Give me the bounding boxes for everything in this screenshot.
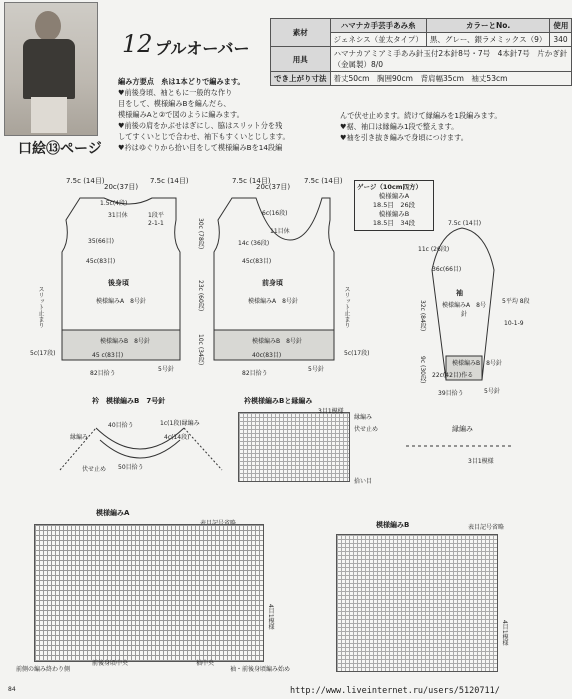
chart-a-bottom: 前側の編み終わり側 bbox=[16, 666, 71, 673]
spec-cell: 340 bbox=[550, 33, 572, 47]
chart-b-note: 表目記号省略 bbox=[468, 524, 505, 531]
sleeve-label: 11c (26段) bbox=[418, 246, 450, 253]
instruction-line: ♥前後身頃、袖ともに一般的な作り bbox=[118, 88, 233, 97]
spec-cell: カラーとNo. bbox=[426, 19, 550, 33]
back-dim: 23c (60段) bbox=[197, 280, 204, 312]
back-bottom: 45 c(83目) bbox=[92, 352, 124, 359]
sleeve-label: 10-1-9 bbox=[504, 320, 524, 327]
back-label: 1.5c(4段) bbox=[100, 200, 128, 207]
pattern-title: プルオーバー bbox=[155, 39, 250, 58]
front-label: 6c(16段) bbox=[262, 210, 288, 217]
chart-b-grid bbox=[336, 534, 498, 672]
back-label: 2-1-1 bbox=[148, 220, 164, 227]
chart-a-bottom: 前後身頃中央 bbox=[92, 660, 129, 667]
collar-label: 4c(14段) bbox=[164, 434, 190, 441]
back-label: 7.5c (14目) bbox=[66, 177, 105, 185]
front-label: 7.5c (14目) bbox=[232, 177, 271, 185]
back-label: 31目休 bbox=[108, 212, 128, 219]
chart-a-bottom: 袖・前後身頃編み始め bbox=[230, 666, 291, 673]
front-pattern: 模様編みA 8号針 bbox=[248, 298, 298, 305]
spec-cell: ハマナカ手芸手あみ糸 bbox=[330, 19, 426, 33]
source-url: http://www.liveinternet.ru/users/5120711/ bbox=[290, 686, 500, 696]
instruction-line: ♥裾、袖口は縁編み1段で整えます。 bbox=[340, 122, 459, 131]
front-label: 11目休 bbox=[270, 228, 290, 235]
gauge-line: 模様編みB bbox=[378, 210, 410, 218]
instruction-line: ♥前後の肩をかぶせはぎにし、脇はスリット分を残 bbox=[118, 121, 283, 130]
instruction-line: んで伏せ止めます。続けて縁編みを1段編みます。 bbox=[340, 111, 502, 120]
sleeve-label: 36c(66目) bbox=[432, 266, 462, 273]
chart-a-grid bbox=[34, 524, 264, 662]
chart-a-bottom: 袖中央 bbox=[196, 660, 215, 667]
edge-label: 3目1模様 bbox=[468, 458, 494, 465]
chart-b-repeat: 4目1模様 bbox=[501, 620, 508, 646]
collar-label: 伏せ止め bbox=[82, 466, 107, 473]
back-label: 45c(83目) bbox=[86, 258, 116, 265]
collar-title: 衿 模様編みB 7号針 bbox=[92, 397, 166, 405]
front-bottom: 40c(83目) bbox=[252, 352, 282, 359]
collar-label: 50目拾う bbox=[118, 464, 144, 471]
spec-cell: 黒、グレー、銀ラメミックス（9） bbox=[426, 33, 550, 47]
chart-b-small-title: 衿模様編みBと縁編み bbox=[244, 397, 313, 405]
spec-cell: でき上がり寸法 bbox=[271, 72, 331, 86]
edge-title: 縁編み bbox=[452, 425, 473, 433]
sleeve-band-label: 模様編みB 8号針 bbox=[452, 360, 502, 367]
chart-b-small-grid bbox=[238, 412, 350, 482]
spec-cell: 用具 bbox=[271, 47, 331, 72]
pattern-number: 12 bbox=[122, 30, 153, 58]
front-needle: 5号針 bbox=[308, 366, 324, 373]
back-name: 後身頃 bbox=[108, 279, 129, 287]
instruction-line: してすくいとじで合わせ、袖下もすくいとじします。 bbox=[118, 132, 290, 141]
back-band-label: 模様編みB 8号針 bbox=[100, 338, 150, 345]
sleeve-pick: 39目拾う bbox=[438, 390, 464, 397]
back-label: 7.5c (14目) bbox=[150, 177, 189, 185]
gauge-line: 18.5目 34段 bbox=[372, 219, 416, 227]
instruction-line: ♥衿はゆぐりから拾い目をして模様編みBを14段編 bbox=[118, 143, 283, 152]
chart-b-small-label: 縁編み bbox=[354, 414, 373, 421]
gauge-line: 模様編みA bbox=[378, 192, 410, 200]
chart-a-repeat: 4目1模様 bbox=[267, 604, 274, 630]
spec-cell: ハマナカアミアミ手あみ針玉付2本針8号・7号 4本針7号 片かぎ針（金属製）8/0 bbox=[330, 47, 572, 72]
front-dim: 10c (34段) bbox=[197, 334, 204, 366]
chart-b-small-label: 伏せ止め bbox=[354, 426, 379, 433]
front-band-label: 模様編みB 8号針 bbox=[252, 338, 302, 345]
front-label: 45c(83目) bbox=[242, 258, 272, 265]
sleeve-label: 5平均 8段 bbox=[502, 298, 530, 305]
sleeve-label: 32c (84段) bbox=[419, 300, 426, 332]
front-label: 14c (36段) bbox=[238, 240, 270, 247]
gauge-title: ゲージ（10cm四方） bbox=[357, 183, 423, 191]
instruction-line: 模様編みAと②で図のように編みます。 bbox=[118, 110, 244, 119]
chart-b-title: 模様編みB bbox=[376, 521, 410, 529]
chart-a-title: 模様編みA bbox=[96, 509, 130, 517]
sleeve-label: 22c(42目)作る bbox=[432, 372, 474, 379]
collar-label: 40目拾う bbox=[108, 422, 134, 429]
spec-cell: 素材 bbox=[271, 19, 331, 47]
collar-label: 縁編み bbox=[70, 434, 89, 441]
chart-b-small-label: 3目1模様 bbox=[318, 408, 344, 415]
front-pick: 82目拾う bbox=[242, 370, 268, 377]
kuchie-label: 口絵⑬ページ bbox=[18, 141, 102, 157]
sleeve-pattern: 模様編みA 8号針 bbox=[442, 302, 486, 318]
chart-b-small-label: 拾い目 bbox=[354, 478, 373, 485]
back-pick: 82目拾う bbox=[90, 370, 116, 377]
instruction-line: 編み方要点 糸は1本どりで編みます。 bbox=[118, 77, 245, 86]
front-label: 20c(37目) bbox=[256, 183, 291, 191]
spec-cell: ジェネシス（並太タイプ） bbox=[330, 33, 426, 47]
front-slit: スリット止まり bbox=[343, 286, 350, 328]
front-dim: 30c (78段) bbox=[197, 218, 204, 250]
front-name: 前身頃 bbox=[262, 279, 283, 287]
front-label: 7.5c (14目) bbox=[304, 177, 343, 185]
collar-label: 1c(1段)縁編み bbox=[160, 420, 200, 427]
spec-cell: 使用 bbox=[550, 19, 572, 33]
sleeve-label: 7.5c (14目) bbox=[448, 220, 482, 227]
back-label: 1段平 bbox=[148, 212, 164, 219]
back-label: 35(66目) bbox=[88, 238, 114, 245]
back-label: 20c(37目) bbox=[104, 183, 139, 191]
front-side: 5c(17段) bbox=[344, 350, 370, 357]
back-slit: スリット止まり bbox=[37, 286, 44, 328]
page-number: 84 bbox=[8, 686, 16, 693]
spec-cell: 着丈50cm 胸囲90cm 背肩幅35cm 袖丈53cm bbox=[330, 72, 572, 86]
back-needle: 5号針 bbox=[158, 366, 174, 373]
instruction-line: 目をして、模様編みBを編んだら、 bbox=[118, 99, 231, 108]
instruction-line: ♥袖を引き抜き編みで身頃につけます。 bbox=[340, 133, 468, 142]
sleeve-needle: 5号針 bbox=[484, 388, 500, 395]
sleeve-name: 袖 bbox=[456, 289, 463, 297]
back-side: 5c(17段) bbox=[30, 350, 56, 357]
sleeve-label: 9c (30段) bbox=[419, 356, 426, 384]
back-pattern: 模様編みA 8号針 bbox=[96, 298, 146, 305]
gauge-line: 18.5目 26段 bbox=[372, 201, 416, 209]
